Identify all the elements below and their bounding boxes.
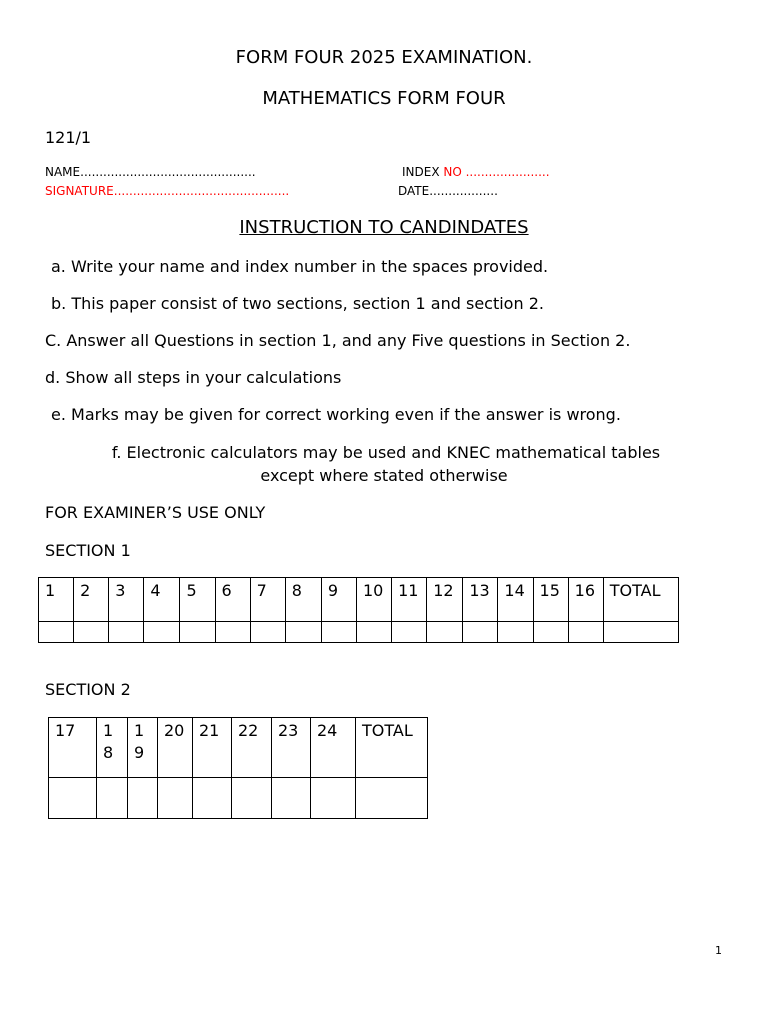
section1-score-row	[39, 622, 679, 643]
section1-question-header: 6	[215, 578, 250, 622]
section2-question-header: 17	[49, 718, 97, 778]
section1-question-header: 9	[321, 578, 356, 622]
section2-score-cell[interactable]	[97, 778, 128, 819]
section2-score-cell[interactable]	[272, 778, 311, 819]
section1-score-cell[interactable]	[568, 622, 603, 643]
paper-code: 121/1	[45, 128, 92, 147]
section2-question-header: 21	[193, 718, 232, 778]
section1-score-cell[interactable]	[285, 622, 321, 643]
name-dots: ..............................................	[80, 165, 256, 179]
section1-score-cell[interactable]	[144, 622, 180, 643]
section1-score-cell[interactable]	[74, 622, 109, 643]
date-field[interactable]	[398, 184, 498, 198]
exam-subtitle: MATHEMATICS FORM FOUR	[262, 88, 506, 109]
section1-score-cell[interactable]	[463, 622, 498, 643]
section1-score-cell[interactable]	[498, 622, 533, 643]
section1-question-header: 2	[74, 578, 109, 622]
section2-question-header: 18	[97, 718, 128, 778]
name-label: NAME	[45, 165, 81, 179]
section1-question-header: 1	[39, 578, 74, 622]
section1-question-header: 7	[250, 578, 285, 622]
exam-title: FORM FOUR 2025 EXAMINATION.	[235, 47, 533, 68]
section2-score-cell[interactable]	[158, 778, 193, 819]
section2-score-cell[interactable]	[128, 778, 158, 819]
section1-question-header: 13	[463, 578, 498, 622]
section1-score-cell[interactable]	[533, 622, 568, 643]
date-dots: ..................	[429, 184, 498, 198]
instruction-item-continuation: except where stated otherwise	[260, 466, 508, 485]
section2-question-header: 24	[311, 718, 356, 778]
index-no-label: NO	[443, 165, 462, 179]
section2-header-row	[49, 718, 428, 778]
section1-score-cell[interactable]	[603, 622, 678, 643]
index-label: INDEX	[402, 165, 444, 179]
section2-label: SECTION 2	[45, 680, 131, 699]
section2-question-header: 20	[158, 718, 193, 778]
section1-score-cell[interactable]	[250, 622, 285, 643]
name-field[interactable]	[45, 165, 256, 179]
index-dots: ......................	[461, 165, 550, 179]
section2-score-cell[interactable]	[311, 778, 356, 819]
section1-question-header: 8	[285, 578, 321, 622]
section1-question-header: 4	[144, 578, 180, 622]
section1-score-cell[interactable]	[180, 622, 215, 643]
section1-score-cell[interactable]	[356, 622, 391, 643]
instruction-item: f. Electronic calculators may be used and KNEC mathematical tables	[111, 443, 661, 462]
section2-question-header: TOTAL	[356, 718, 428, 778]
section1-question-header: 5	[180, 578, 215, 622]
section2-score-row	[49, 778, 428, 819]
section1-label: SECTION 1	[45, 541, 131, 560]
section1-score-cell[interactable]	[427, 622, 463, 643]
examiner-use-label: FOR EXAMINER’S USE ONLY	[45, 503, 266, 522]
date-label: DATE	[398, 184, 430, 198]
section1-score-cell[interactable]	[215, 622, 250, 643]
section2-question-header: 23	[272, 718, 311, 778]
instruction-item: a. Write your name and index number in the spaces provided.	[51, 257, 549, 276]
page-number: 1	[715, 944, 722, 957]
section1-header-row	[39, 578, 679, 622]
section1-question-header: 10	[356, 578, 391, 622]
instruction-item: b. This paper consist of two sections, section 1 and section 2.	[51, 294, 544, 313]
section1-question-header: 12	[427, 578, 463, 622]
section2-question-header: 19	[128, 718, 158, 778]
section1-question-header: 14	[498, 578, 533, 622]
section1-score-cell[interactable]	[109, 622, 144, 643]
section1-question-header: 3	[109, 578, 144, 622]
section1-score-cell[interactable]	[392, 622, 427, 643]
section2-score-table	[48, 717, 428, 819]
section1-score-cell[interactable]	[39, 622, 74, 643]
instruction-item: d. Show all steps in your calculations	[45, 368, 342, 387]
signature-field[interactable]	[45, 184, 289, 198]
instruction-item: e. Marks may be given for correct working even if the answer is wrong.	[51, 405, 621, 424]
section1-question-header: TOTAL	[603, 578, 678, 622]
instructions-heading: INSTRUCTION TO CANDINDATES	[239, 217, 529, 238]
section2-score-cell[interactable]	[193, 778, 232, 819]
section1-question-header: 16	[568, 578, 603, 622]
section2-score-cell[interactable]	[49, 778, 97, 819]
instruction-item: C. Answer all Questions in section 1, and any Five questions in Section 2.	[45, 331, 631, 350]
section2-score-cell[interactable]	[232, 778, 272, 819]
index-field[interactable]	[402, 165, 550, 179]
signature-dots: ..............................................	[113, 184, 290, 198]
section1-score-cell[interactable]	[321, 622, 356, 643]
section2-score-cell[interactable]	[356, 778, 428, 819]
section1-score-table	[38, 577, 679, 643]
section1-question-header: 11	[392, 578, 427, 622]
signature-label: SIGNATURE	[45, 184, 114, 198]
section1-question-header: 15	[533, 578, 568, 622]
section2-question-header: 22	[232, 718, 272, 778]
